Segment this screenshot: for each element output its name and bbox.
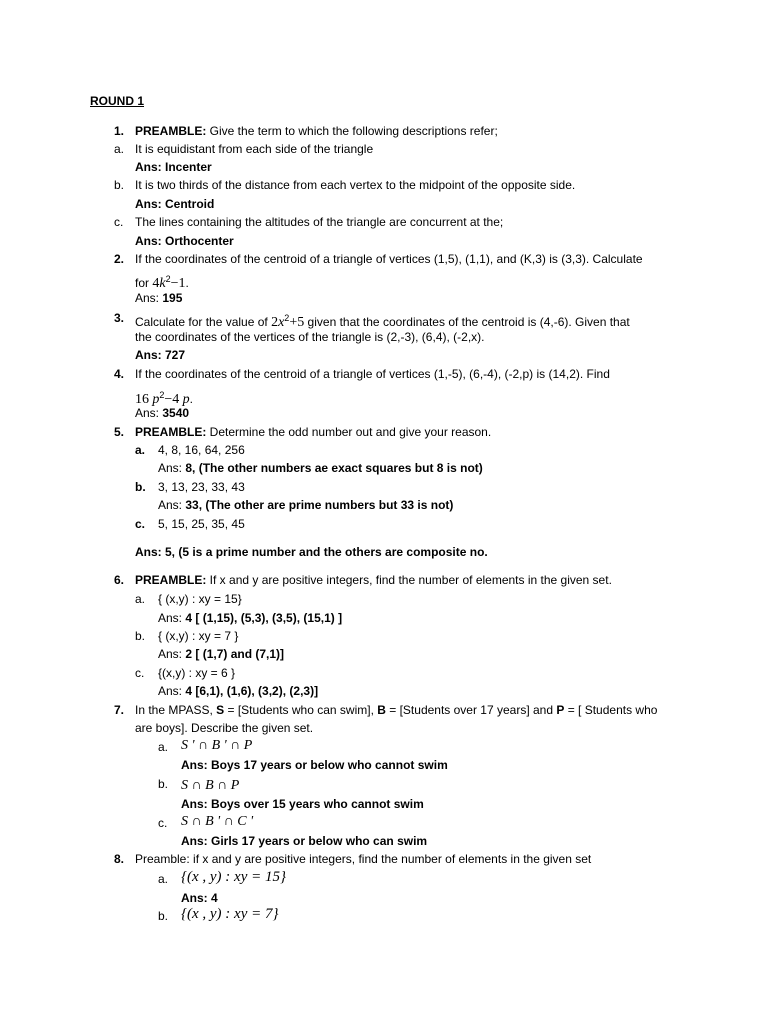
q5a-ans-value: 8, (The other numbers ae exact squares but 8 is not): [185, 461, 483, 475]
q7-text-line2: are boys]. Describe the given set.: [135, 721, 314, 735]
q4-coef2: −4: [164, 392, 180, 407]
q3-text-line2: the coordinates of the vertices of the triangle is (2,-3), (6,4), (-2,x).: [135, 330, 485, 344]
q7a-expression: S ' ∩ B ' ∩ P: [181, 738, 253, 753]
q3-const: +5: [289, 315, 305, 330]
q6-description: If x and y are positive integers, find the number of elements in the given set.: [206, 573, 612, 587]
q7-pre: In the MPASS,: [135, 703, 217, 717]
q8b-expression: {(x , y) : xy = 7}: [181, 906, 279, 922]
q6c-text: {(x,y) : xy = 6 }: [158, 666, 236, 680]
q1a-answer: Ans: Incenter: [135, 160, 212, 174]
q6a-letter: a.: [135, 592, 146, 606]
q8a-answer: Ans: 4: [181, 891, 218, 905]
q6-text: [135, 573, 612, 588]
q4-coef: 16: [135, 392, 149, 407]
q5c-answer: Ans: 5, (5 is a prime number and the others are composite no.: [135, 545, 488, 559]
q7a-answer: Ans: Boys 17 years or below who cannot swim: [181, 758, 448, 772]
q8a-expression: {(x , y) : xy = 15}: [181, 869, 286, 885]
q1a-text: It is equidistant from each side of the triangle: [135, 142, 374, 156]
q7b-answer: Ans: Boys over 15 years who cannot swim: [181, 797, 424, 811]
q2-ans-value: 195: [162, 291, 183, 305]
q5b-text: 3, 13, 23, 33, 43: [158, 480, 245, 494]
q1-label: PREAMBLE:: [135, 124, 207, 138]
q6b-ans-value: 2 [ (1,7) and (7,1)]: [185, 647, 285, 661]
q5b-ans-label: Ans:: [158, 498, 186, 512]
q5a-answer: [158, 461, 483, 476]
q4-answer: [135, 406, 189, 421]
q3-var: x: [278, 315, 285, 330]
q5b-letter: b.: [135, 480, 146, 494]
q4-ans-label: Ans:: [135, 406, 163, 420]
q5a-text: 4, 8, 16, 64, 256: [158, 443, 245, 457]
q3-coef: 2: [271, 315, 279, 330]
q8-text: Preamble: if x and y are positive integers, find the number of elements in the given set: [135, 852, 592, 866]
q1-text: [135, 124, 498, 139]
round-title: ROUND 1: [90, 94, 145, 108]
q5a-letter: a.: [135, 443, 146, 457]
q7-number: 7.: [114, 703, 125, 717]
q8b-letter: b.: [158, 909, 169, 923]
q1c-letter: c.: [114, 215, 124, 229]
q5c-text: 5, 15, 25, 35, 45: [158, 517, 245, 531]
q2-number: 2.: [114, 252, 125, 266]
q6c-ans-value: 4 [6,1), (1,6), (3,2), (2,3)]: [185, 684, 319, 698]
q2-for: for: [135, 276, 153, 290]
q7b-expression: S ∩ B ∩ P: [181, 778, 240, 793]
q6b-answer: [158, 647, 284, 662]
q4-var: p: [152, 392, 160, 407]
q5-description: Determine the odd number out and give your reason.: [206, 425, 492, 439]
q6a-ans-value: 4 [ (1,15), (5,3), (3,5), (15,1) ]: [185, 611, 343, 625]
q6b-ans-label: Ans:: [158, 647, 186, 661]
q5b-ans-value: 33, (The other are prime numbers but 33 is not): [185, 498, 454, 512]
q7-set-p: P: [556, 703, 565, 717]
q6-number: 6.: [114, 573, 125, 587]
q5c-letter: c.: [135, 517, 146, 531]
q4-end: .: [189, 392, 193, 406]
q8a-letter: a.: [158, 872, 169, 886]
q1b-letter: b.: [114, 178, 125, 192]
q3-exp: 2: [284, 313, 290, 323]
q2-text: If the coordinates of the centroid of a triangle of vertices (1,5), (1,1), and (K,3) is (3,3). Calculate: [135, 252, 643, 266]
q3-pre: Calculate for the value of: [135, 315, 272, 329]
q4-number: 4.: [114, 367, 125, 381]
q2-var: k: [159, 276, 166, 291]
q7c-expression: S ∩ B ' ∩ C ': [181, 814, 254, 829]
q6c-answer: [158, 684, 318, 699]
q6a-ans-label: Ans:: [158, 611, 186, 625]
q7-text: [135, 703, 657, 718]
q4-text: If the coordinates of the centroid of a triangle of vertices (1,-5), (6,-4), (-2,p) is (14,2). Find: [135, 367, 610, 381]
q6a-answer: [158, 611, 342, 626]
q7c-letter: c.: [158, 816, 168, 830]
q5-number: 5.: [114, 425, 125, 439]
q4-ans-value: 3540: [162, 406, 190, 420]
q6c-ans-label: Ans:: [158, 684, 186, 698]
q7-p-def: = [ Students who: [564, 703, 658, 717]
q4-exp: 2: [159, 390, 165, 400]
q3-post: given that the coordinates of the centroid is (4,-6). Given that: [304, 315, 630, 329]
q7c-answer: Ans: Girls 17 years or below who can swim: [181, 834, 428, 848]
q5a-ans-label: Ans:: [158, 461, 186, 475]
q6c-letter: c.: [135, 666, 145, 680]
q2-const: −1: [170, 276, 186, 291]
q7-set-s: S: [216, 703, 225, 717]
q3-text: [135, 310, 630, 331]
q6b-text: { (x,y) : xy = 7 }: [158, 629, 239, 643]
q5-label: PREAMBLE:: [135, 425, 207, 439]
q1b-text: It is two thirds of the distance from each vertex to the midpoint of the opposite side.: [135, 178, 576, 192]
q6b-letter: b.: [135, 629, 146, 643]
q7-set-b: B: [377, 703, 386, 717]
q5b-answer: [158, 498, 453, 513]
q1c-text: The lines containing the altitudes of the triangle are concurrent at the;: [135, 215, 504, 229]
q6a-text: { (x,y) : xy = 15}: [158, 592, 242, 606]
q6-label: PREAMBLE:: [135, 573, 207, 587]
q7-b-def: = [Students over 17 years] and: [385, 703, 557, 717]
q7a-letter: a.: [158, 740, 169, 754]
q1-number: 1.: [114, 124, 125, 138]
q7-s-def: = [Students who can swim],: [224, 703, 378, 717]
q2-ans-label: Ans:: [135, 291, 163, 305]
q1-description: Give the term to which the following descriptions refer;: [206, 124, 498, 138]
q4-var2: p: [182, 392, 190, 407]
q3-number: 3.: [114, 311, 125, 325]
q2-answer: [135, 291, 182, 306]
q5-text: [135, 425, 491, 440]
q1c-answer: Ans: Orthocenter: [135, 234, 234, 248]
q1a-letter: a.: [114, 142, 125, 156]
q2-coef: 4: [152, 276, 160, 291]
q3-answer: Ans: 727: [135, 348, 186, 362]
q2-end: .: [185, 276, 189, 290]
q1b-answer: Ans: Centroid: [135, 197, 215, 211]
q2-expression-line: [135, 270, 189, 293]
q8-number: 8.: [114, 852, 125, 866]
q7b-letter: b.: [158, 777, 169, 791]
q2-exp: 2: [165, 274, 171, 284]
